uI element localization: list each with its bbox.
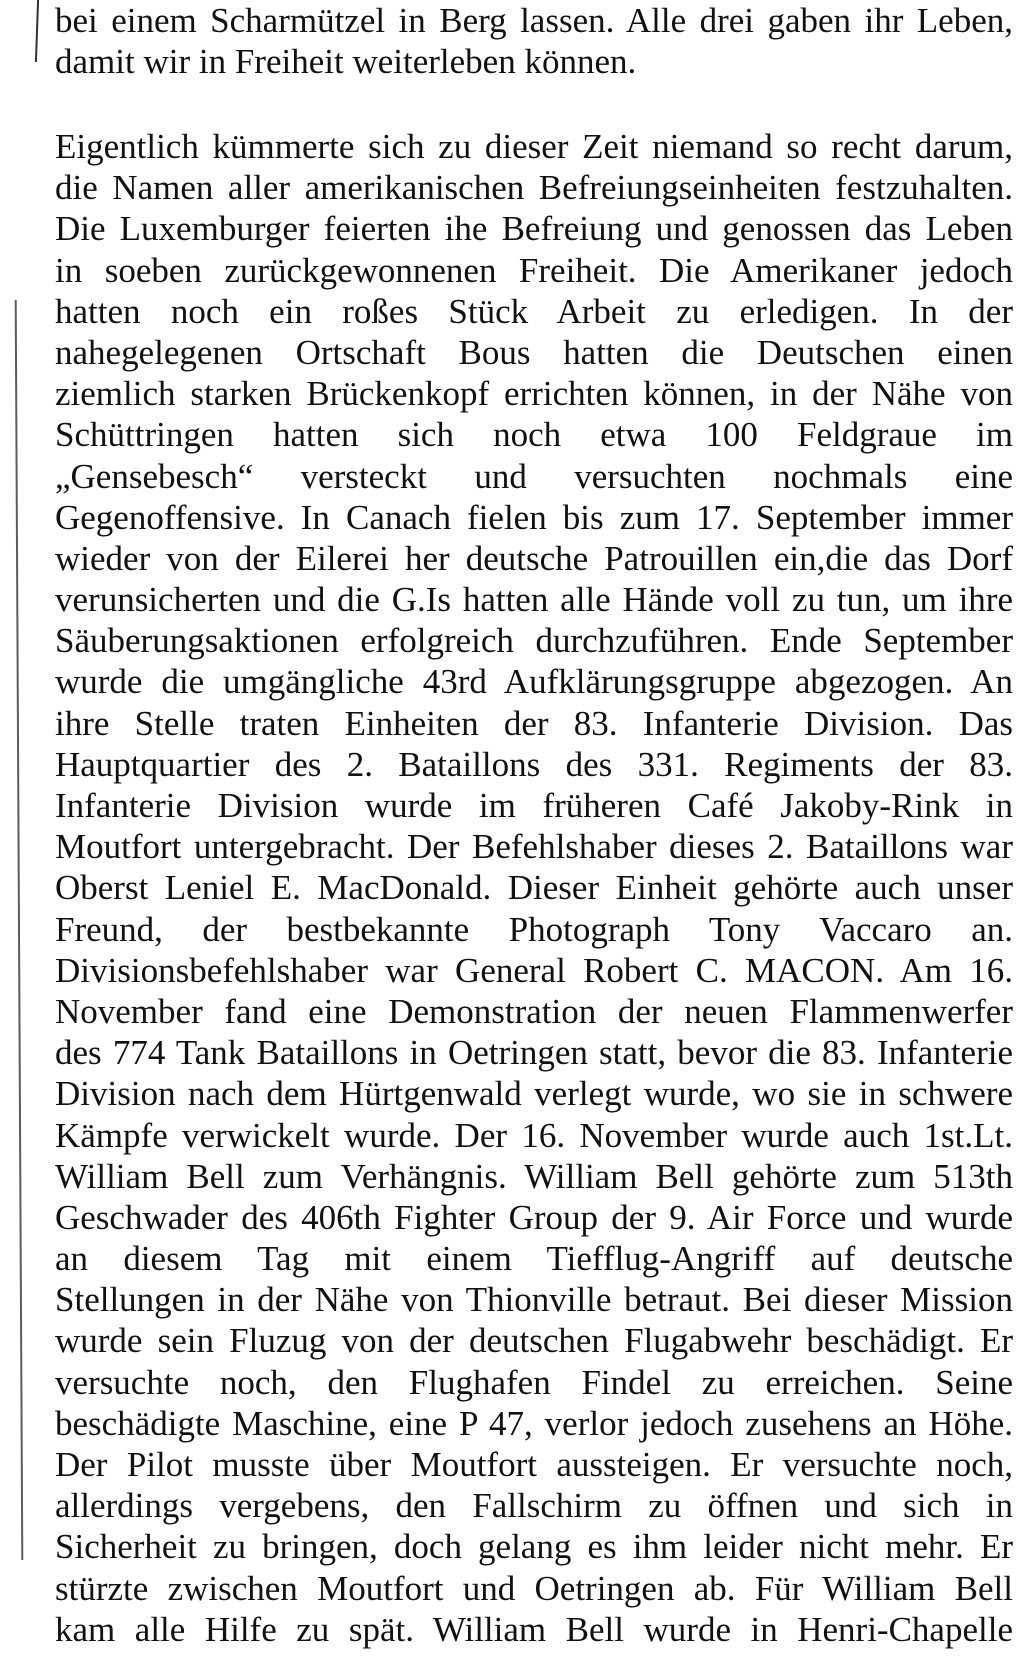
text-line: ziemlich starken Brückenkopf errichten können, in der Nähe von <box>55 374 1013 414</box>
text-line: stürzte zwischen Moutfort und Oetringen ab. Für William Bell <box>55 1568 1013 1608</box>
text-line: November fand eine Demonstration der neuen Flammenwerfer <box>55 991 1013 1031</box>
text-line: verunsicherten und die G.Is hatten alle Hände voll zu tun, um ihre <box>55 580 1013 620</box>
paragraph-2 <box>55 126 1013 1650</box>
text-line: Der Pilot musste über Moutfort aussteigen. Er versuchte noch, <box>55 1445 1013 1484</box>
text-line: Freund, der bestbekannte Photograph Tony Vaccaro an. <box>55 909 1013 949</box>
text-line: Die Luxemburger feierten ihe Befreiung und genossen das Leben <box>55 209 1013 249</box>
text-line: Sicherheit zu bringen, doch gelang es ihm leider nicht mehr. Er <box>55 1527 1013 1567</box>
text-line: kam alle Hilfe zu spät. William Bell wurde in Henri-Chapelle <box>55 1609 1013 1649</box>
text-line: wurde sein Fluzug von der deutschen Flugabwehr beschädigt. Er <box>55 1321 1013 1361</box>
text-line: beschädigte Maschine, eine P 47, verlor jedoch zusehens an Höhe. <box>55 1403 1013 1443</box>
text-line: Moutfort untergebracht. Der Befehlshaber dieses 2. Bataillons war <box>55 827 1013 867</box>
text-line: Säuberungsaktionen erfolgreich durchzuführen. Ende September <box>55 621 1013 661</box>
text-line: Division nach dem Hürtgenwald verlegt wurde, wo sie in schwere <box>55 1074 1013 1114</box>
text-line: des 774 Tank Bataillons in Oetringen statt, bevor die 83. Infanterie <box>55 1033 1013 1073</box>
text-line: Schüttringen hatten sich noch etwa 100 Feldgraue im <box>55 415 1013 455</box>
paragraph-1 <box>55 0 1013 82</box>
text-line: Infanterie Division wurde im früheren Café Jakoby-Rink in <box>55 786 1013 825</box>
text-line: Oberst Leniel E. MacDonald. Dieser Einheit gehörte auch unser <box>55 868 1013 908</box>
text-line: hatten noch ein roßes Stück Arbeit zu erledigen. In der <box>55 291 1013 331</box>
text-line: allerdings vergebens, den Fallschirm zu öffnen und sich in <box>55 1486 1013 1526</box>
text-line: Hauptquartier des 2. Bataillons des 331. Regiments der 83. <box>55 744 1013 784</box>
text-line: Kämpfe verwickelt wurde. Der 16. November wurde auch 1st.Lt. <box>55 1115 1013 1155</box>
text-line: William Bell zum Verhängnis. William Bell gehörte zum 513th <box>55 1156 1013 1196</box>
text-line: Stellungen in der Nähe von Thionville betraut. Bei dieser Mission <box>55 1280 1013 1320</box>
text-line: Eigentlich kümmerte sich zu dieser Zeit niemand so recht darum, <box>55 127 1013 166</box>
text-line: versuchte noch, den Flughafen Findel zu erreichen. Seine <box>55 1362 1013 1402</box>
text-line: Geschwader des 406th Fighter Group der 9. Air Force und wurde <box>55 1197 1013 1237</box>
text-line: nahegelegenen Ortschaft Bous hatten die Deutschen einen <box>55 332 1013 372</box>
text-line: Divisionsbefehlshaber war General Robert C. MACON. Am 16. <box>55 950 1013 990</box>
margin-pen-mark <box>15 300 24 1560</box>
text-line: in soeben zurückgewonnenen Freiheit. Die Amerikaner jedoch <box>55 250 1013 290</box>
text-line: wurde die umgängliche 43rd Aufklärungsgruppe abgezogen. An <box>55 662 1013 702</box>
text-line: an diesem Tag mit einem Tiefflug-Angriff auf deutsche <box>55 1239 1013 1279</box>
text-line: wieder von der Eilerei her deutsche Patrouillen ein,die das Dorf <box>55 538 1013 578</box>
text-line: „Gensebesch“ versteckt und versuchten nochmals eine <box>55 456 1013 496</box>
text-line: damit wir in Freiheit weiterleben können. <box>55 42 637 82</box>
margin-pen-mark <box>35 0 39 62</box>
text-line: Gegenoffensive. In Canach fielen bis zum 17. September immer <box>55 497 1013 537</box>
text-line: die Namen aller amerikanischen Befreiungseinheiten festzuhalten. <box>55 168 1013 208</box>
text-line: ihre Stelle traten Einheiten der 83. Infanterie Division. Das <box>55 703 1013 743</box>
text-line: bei einem Scharmützel in Berg lassen. Alle drei gaben ihr Leben, <box>55 1 1013 40</box>
